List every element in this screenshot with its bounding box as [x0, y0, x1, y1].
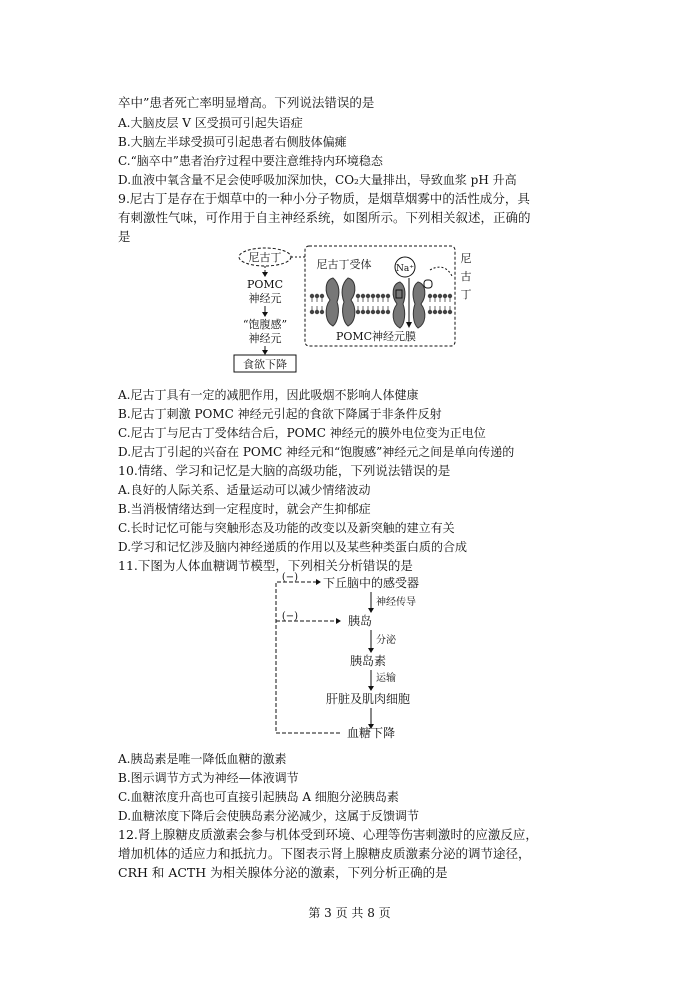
q10-option-c: C.长时记忆可能与突触形态及功能的改变以及新突触的建立有关 [118, 521, 455, 535]
q8-stem-tail: 卒中”患者死亡率明显增高。下列说法错误的是 [118, 95, 375, 110]
q10-option-b: B.当消极情绪达到一定程度时，就会产生抑郁症 [118, 502, 371, 516]
nicotine-pomc-diagram [0, 240, 699, 375]
q9-option-a: A.尼古丁具有一定的减肥作用，因此吸烟不影响人体健康 [118, 388, 419, 402]
lipid-head [320, 294, 324, 298]
q9-stem-line-1: 9.尼古丁是存在于烟草中的一种小分子物质，是烟草烟雾中的活性成分，具 [118, 191, 530, 206]
lipid-head [361, 294, 365, 298]
q8-option-c: C.“脑卒中”患者治疗过程中要注意维持内环境稳态 [118, 154, 383, 168]
lipid-head [428, 294, 432, 298]
q8-option-d: D.血液中氧含量不足会使呼吸加深加快，CO₂大量排出，导致血浆 pH 升高 [118, 173, 517, 187]
lipid-head [386, 310, 390, 314]
lipid-head [371, 310, 375, 314]
nerve-label: 神经传导 [376, 597, 416, 608]
feedback-line-outer [276, 582, 340, 733]
satiety-label-2: 神经元 [248, 332, 282, 345]
lipid-head [310, 294, 314, 298]
receptor-protein-left [326, 278, 339, 326]
side-label-2: 古 [460, 270, 472, 283]
side-label-3: 丁 [460, 288, 472, 301]
insulin-label: 胰岛素 [349, 654, 387, 668]
lipid-head [371, 294, 375, 298]
pomc-label-2: 神经元 [248, 292, 282, 305]
side-label-1: 尼 [460, 252, 472, 265]
q11-option-b: B.图示调节方式为神经—体液调节 [118, 771, 299, 785]
pomc-label-1: POMC [246, 278, 284, 291]
lipid-head [356, 294, 360, 298]
q8-option-b: B.大脑左半球受损可引起患者右侧肢体偏瘫 [118, 135, 347, 149]
lipid-head [366, 310, 370, 314]
negative-sign-2: (−) [281, 611, 299, 622]
appetite-label: 食欲下降 [243, 358, 287, 371]
liver-label: 肝脏及肌肉细胞 [325, 692, 411, 706]
blood-glucose-diagram [0, 572, 699, 752]
negative-sign-1: (−) [281, 572, 299, 583]
lipid-head [361, 310, 365, 314]
q10-stem: 10.情绪、学习和记忆是大脑的高级功能，下列说法错误的是 [118, 463, 451, 478]
q10-option-d: D.学习和记忆涉及脑内神经递质的作用以及某些种类蛋白质的合成 [118, 540, 468, 554]
q11-stem: 11.下图为人体血糖调节模型，下列相关分析错误的是 [118, 558, 413, 573]
lipid-head [443, 310, 447, 314]
lipid-head [433, 310, 437, 314]
receptor-protein-right [393, 282, 405, 328]
lipid-head [376, 294, 380, 298]
lipid-head [376, 310, 380, 314]
lipid-head [366, 294, 370, 298]
lipid-head [438, 294, 442, 298]
lipid-head [315, 310, 319, 314]
secrete-label: 分泌 [376, 635, 396, 646]
lipid-head [438, 310, 442, 314]
sensor-label: 下丘脑中的感受器 [322, 576, 420, 590]
q10-option-a: A.良好的人际关系、适量运动可以减少情绪波动 [118, 483, 371, 497]
lipid-head [381, 294, 385, 298]
q12-stem-line-1: 12.肾上腺糖皮质激素会参与机体受到环境、心理等伤害刺激时的应激反应， [118, 827, 538, 842]
q9-option-c: C.尼古丁与尼古丁受体结合后，POMC 神经元的膜外电位变为正电位 [118, 426, 486, 440]
receptor-protein-right-2 [413, 282, 425, 328]
lipid-head [310, 310, 314, 314]
q9-option-b: B.尼古丁刺激 POMC 神经元引起的食欲下降属于非条件反射 [118, 407, 442, 421]
lipid-head [320, 310, 324, 314]
page-footer: 第 3 页 共 8 页 [308, 906, 391, 920]
islet-label: 胰岛 [347, 614, 373, 628]
nicotine-label: 尼古丁 [248, 251, 282, 264]
lipid-head [428, 310, 432, 314]
receptor-label: 尼古丁受体 [316, 258, 372, 271]
q8-option-a: A.大脑皮层 V 区受损可引起失语症 [118, 116, 303, 130]
q9-option-d: D.尼古丁引起的兴奋在 POMC 神经元和“饱腹感”神经元之间是单向传递的 [118, 445, 515, 459]
glucose-drop-label: 血糖下降 [346, 726, 396, 740]
transport-label: 运输 [376, 673, 396, 684]
lipid-head [448, 310, 452, 314]
lipid-head [448, 294, 452, 298]
receptor-protein-left-2 [342, 278, 355, 326]
lipid-head [356, 310, 360, 314]
q12-stem-line-3: CRH 和 ACTH 为相关腺体分泌的激素，下列分析正确的是 [118, 865, 448, 880]
q9-stem-line-3: 是 [118, 229, 131, 244]
membrane-label: POMC神经元膜 [335, 330, 417, 343]
q11-option-d: D.血糖浓度下降后会使胰岛素分泌减少，这属于反馈调节 [118, 809, 420, 823]
lipid-head [315, 294, 319, 298]
q11-option-a: A.胰岛素是唯一降低血糖的激素 [118, 752, 287, 766]
lipid-head [381, 310, 385, 314]
lipid-head [443, 294, 447, 298]
satiety-label-1: “饱腹感” [242, 318, 288, 331]
sodium-label: Na⁺ [396, 264, 414, 274]
q11-option-c: C.血糖浓度升高也可直接引起胰岛 A 细胞分泌胰岛素 [118, 790, 399, 804]
nicotine-molecule [424, 280, 432, 288]
lipid-head [386, 294, 390, 298]
q9-stem-line-2: 有刺激性气味，可作用于自主神经系统，如图所示。下列相关叙述，正确的 [118, 210, 531, 225]
lipid-head [433, 294, 437, 298]
q12-stem-line-2: 增加机体的适应力和抵抗力。下图表示肾上腺糖皮质激素分泌的调节途径， [118, 846, 531, 861]
